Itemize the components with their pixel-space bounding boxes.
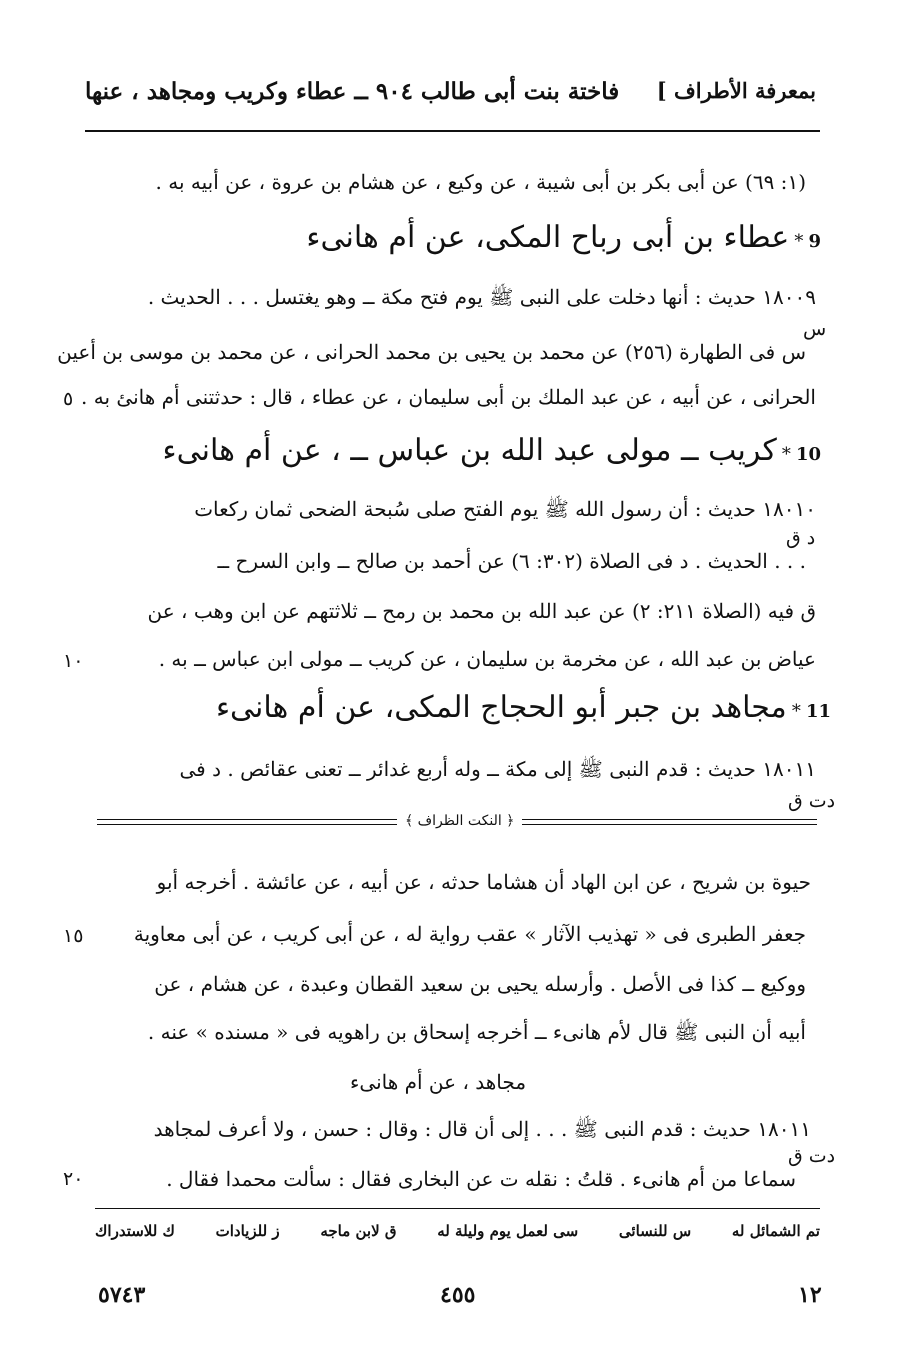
serial-number: ٥٧٤٣ bbox=[98, 1282, 146, 1308]
section-title: كريب ــ مولى عبد الله بن عباس ــ ، عن أم هانىء bbox=[162, 433, 777, 468]
running-title: فاختة بنت أبى طالب ٩٠٤ ــ عطاء وكريب ومجاهد ، عنها bbox=[85, 78, 620, 105]
text-line: . . . الحديث . د فى الصلاة (٣٠٢: ٦) عن أحمد بن صالح ــ وابن السرح ــ bbox=[217, 549, 806, 573]
star-marker: * bbox=[791, 701, 801, 722]
abbreviation: ق لابن ماجه bbox=[320, 1222, 397, 1240]
section-separator bbox=[97, 811, 817, 835]
text-line: عياض بن عبد الله ، عن مخرمة بن سليمان ، عن كريب ــ مولى ابن عباس ــ به . bbox=[158, 647, 816, 671]
line-number: ٥ bbox=[63, 388, 74, 410]
margin-siglum: س bbox=[803, 318, 827, 340]
line-number: ٢٠ bbox=[63, 1168, 84, 1190]
note-line: جعفر الطبرى فى « تهذيب الآثار » عقب رواية له ، عن أبى كريب ، عن أبى معاوية bbox=[133, 922, 806, 946]
note-line: ووكيع ــ كذا فى الأصل . وأرسله يحيى بن سعيد القطان وعبدة ، عن هشام ، عن bbox=[154, 972, 806, 996]
line-number: ١٠ bbox=[63, 650, 84, 672]
star-marker: * bbox=[781, 444, 791, 465]
volume-number: ١٢ bbox=[798, 1282, 822, 1308]
section-number: 10 bbox=[795, 444, 821, 465]
note-line: أبيه أن النبى ﷺ قال لأم هانىء ــ أخرجه إسحاق بن راهويه فى « مسنده » عنه . bbox=[147, 1020, 806, 1044]
section-title: عطاء بن أبى رباح المكى، عن أم هانىء bbox=[306, 220, 790, 255]
note-line: حيوة بن شريح ، عن ابن الهاد أن هشاما حدثه ، عن أبيه ، عن عائشة . أخرجه أبو bbox=[156, 870, 811, 894]
separator-label: ﴿ النكت الظراف ﴾ bbox=[397, 813, 522, 829]
text-line: س فى الطهارة (٢٥٦) عن محمد بن يحيى بن محمد الحرانى ، عن محمد بن موسى بن أعين bbox=[57, 340, 806, 364]
abbreviation: ز للزيادات bbox=[215, 1222, 280, 1240]
page-number: ٤٥٥ bbox=[440, 1282, 476, 1308]
hadith-line: ١٨٠١٠ حديث : أن رسول الله ﷺ يوم الفتح صلى سُبحة الضحى ثمان ركعات bbox=[194, 497, 816, 521]
header-rule bbox=[85, 130, 820, 132]
section-heading bbox=[162, 433, 821, 468]
abbreviation: س للنسائى bbox=[618, 1222, 692, 1240]
text-line: (١: ٦٩) عن أبى بكر بن أبى شيبة ، عن وكيع ، عن هشام بن عروة ، عن أبيه به . bbox=[155, 170, 806, 194]
hadith-line: ١٨٠١١ حديث : قدم النبى ﷺ إلى مكة ــ وله أربع غدائر ــ تعنى عقائص . د فى bbox=[179, 757, 816, 781]
abbreviation: تم الشمائل له bbox=[731, 1222, 820, 1240]
footnote-rule bbox=[95, 1208, 820, 1209]
section-heading bbox=[306, 220, 821, 255]
text-line: الحرانى ، عن أبيه ، عن عبد الملك بن أبى سليمان ، عن عطاء ، قال : حدثتنى أم هانئ به . bbox=[81, 385, 816, 409]
abbreviation: ك للاستدراك bbox=[95, 1222, 175, 1240]
section-heading bbox=[216, 690, 831, 725]
margin-siglum: د ق bbox=[786, 527, 816, 549]
abbreviation: سى لعمل يوم وليلة له bbox=[437, 1222, 579, 1240]
section-title: مجاهد بن جبر أبو الحجاج المكى، عن أم هانىء bbox=[215, 690, 787, 725]
note-line: سماعا من أم هانىء . قلتُ : نقله ت عن البخارى فقال : سألت محمدا فقال . bbox=[166, 1167, 796, 1191]
star-marker: * bbox=[794, 231, 804, 252]
hadith-line: ١٨٠٠٩ حديث : أنها دخلت على النبى ﷺ يوم فتح مكة ــ وهو يغتسل . . . الحديث . bbox=[147, 285, 816, 309]
margin-siglum: دت ق bbox=[788, 1145, 836, 1167]
abbreviation-legend bbox=[95, 1222, 820, 1240]
hadith-line: ١٨٠١١ حديث : قدم النبى ﷺ . . . إلى أن قال : وقال : حسن ، ولا أعرف لمجاهد bbox=[153, 1117, 811, 1141]
section-number: 9 bbox=[808, 231, 821, 252]
line-number: ١٥ bbox=[63, 925, 84, 947]
book-title: بمعرفة الأطراف ] bbox=[656, 78, 816, 103]
note-subheading: مجاهد ، عن أم هانىء bbox=[350, 1070, 527, 1094]
text-line: ق فيه (الصلاة ٢١١: ٢) عن عبد الله بن محمد بن رمح ــ ثلاثتهم عن ابن وهب ، عن bbox=[147, 599, 816, 623]
section-number: 11 bbox=[805, 701, 831, 722]
margin-siglum: دت ق bbox=[788, 790, 836, 812]
